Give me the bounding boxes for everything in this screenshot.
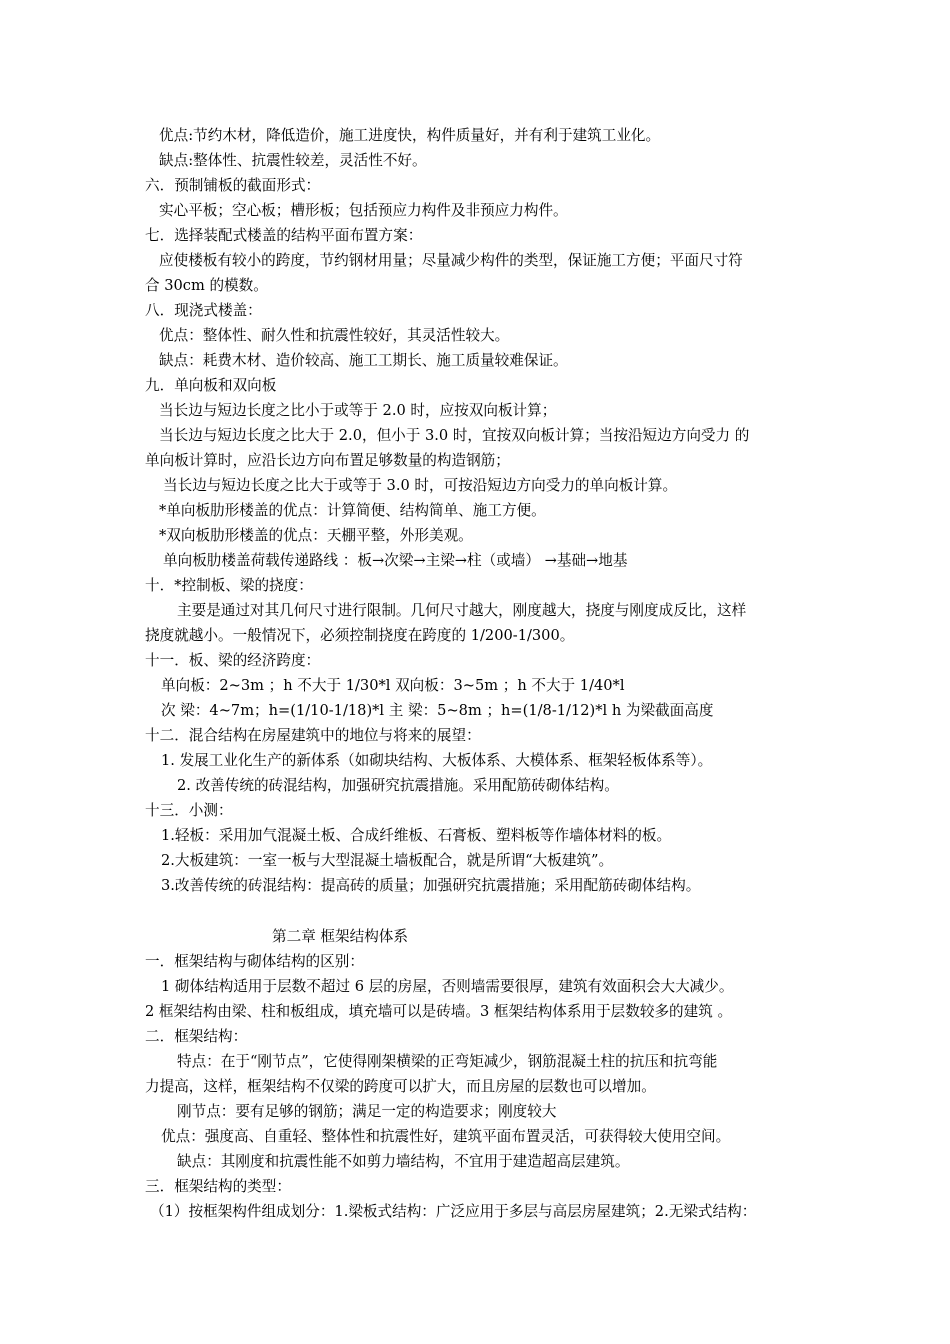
text-line: 合 30cm 的模数。: [145, 277, 268, 294]
text-line: 刚节点：要有足够的钢筋；满足一定的构造要求；刚度较大: [177, 1103, 557, 1120]
text-line: *单向板肋形楼盖的优点：计算简便、结构简单、施工方便。: [159, 502, 546, 519]
text-line: 当长边与短边长度之比小于或等于 2.0 时，应按双向板计算；: [159, 402, 557, 419]
chapter-title: 第二章 框架结构体系: [272, 928, 408, 945]
text-line: 缺点:整体性、抗震性较差，灵活性不好。: [159, 152, 427, 169]
section-heading: 十．*控制板、梁的挠度：: [145, 577, 313, 594]
text-line: 缺点：其刚度和抗震性能不如剪力墙结构，不宜用于建造超高层建筑。: [177, 1153, 630, 1170]
text-line: 当长边与短边长度之比大于 2.0，但小于 3.0 时，宜按双向板计算；当按沿短边方向受力 的: [159, 427, 750, 444]
text-line: 优点:节约木材，降低造价，施工进度快，构件质量好，并有利于建筑工业化。: [159, 127, 661, 144]
section-heading: 三．框架结构的类型：: [145, 1178, 291, 1195]
section-heading: 九．单向板和双向板: [145, 377, 277, 394]
text-line: 主要是通过对其几何尺寸进行限制。几何尺寸越大，刚度越大，挠度与刚度成反比，这样: [177, 602, 747, 619]
text-line: 1 砌体结构适用于层数不超过 6 层的房屋，否则墙需要很厚，建筑有效面积会大大减少。: [161, 978, 734, 995]
section-heading: 二．框架结构：: [145, 1028, 248, 1045]
text-line: 优点：整体性、耐久性和抗震性较好，其灵活性较大。: [159, 327, 510, 344]
text-line: 2 框架结构由梁、柱和板组成，填充墙可以是砖墙。3 框架结构体系用于层数较多的建筑 。: [145, 1003, 733, 1020]
text-line: 1. 发展工业化生产的新体系（如砌块结构、大板体系、大模体系、框架轻板体系等）。: [161, 752, 713, 769]
text-line: 3.改善传统的砖混结构：提高砖的质量；加强研究抗震措施；采用配筋砖砌体结构。: [161, 877, 701, 894]
text-line: 次 梁：4~7m；h=(1/10-1/18)*l 主 梁：5~8m ；h=(1/8-1/12)*l h 为梁截面高度: [161, 702, 714, 719]
section-heading: 六．预制铺板的截面形式：: [145, 177, 321, 194]
text-line: 1.轻板：采用加气混凝土板、合成纤维板、石膏板、塑料板等作墙体材料的板。: [161, 827, 672, 844]
text-line: *双向板肋形楼盖的优点：天棚平整，外形美观。: [159, 527, 473, 544]
text-line: 实心平板；空心板；槽形板；包括预应力构件及非预应力构件。: [159, 202, 568, 219]
section-heading: 一．框架结构与砌体结构的区别：: [145, 953, 364, 970]
text-line: 当长边与短边长度之比大于或等于 3.0 时，可按沿短边方向受力的单向板计算。: [163, 477, 678, 494]
text-line: 应使楼板有较小的跨度，节约钢材用量；尽量减少构件的类型，保证施工方便；平面尺寸符: [159, 252, 743, 269]
section-heading: 八．现浇式楼盖：: [145, 302, 262, 319]
text-line: 2. 改善传统的砖混结构，加强研究抗震措施。采用配筋砖砌体结构。: [177, 777, 619, 794]
section-heading: 十一．板、梁的经济跨度：: [145, 652, 321, 669]
text-line: 特点：在于“刚节点”，它使得刚架横梁的正弯矩减少，钢筋混凝土柱的抗压和抗弯能: [177, 1053, 718, 1070]
text-line: 缺点：耗费木材、造价较高、施工工期长、施工质量较难保证。: [159, 352, 568, 369]
text-line: （1）按框架构件组成划分：1.梁板式结构：广泛应用于多层与高层房屋建筑；2.无梁式结构：: [150, 1203, 757, 1220]
section-heading: 七．选择装配式楼盖的结构平面布置方案：: [145, 227, 423, 244]
text-line: 2.大板建筑：一室一板与大型混凝土墙板配合，就是所谓“大板建筑”。: [161, 852, 614, 869]
text-line: 优点：强度高、自重轻、整体性和抗震性好，建筑平面布置灵活，可获得较大使用空间。: [161, 1128, 731, 1145]
text-line: 单向板：2~3m ；h 不大于 1/30*l 双向板：3~5m ；h 不大于 1/40*l: [161, 677, 625, 694]
text-line: 单向板计算时，应沿长边方向布置足够数量的构造钢筋；: [145, 452, 510, 469]
text-line: 力提高，这样，框架结构不仅梁的跨度可以扩大，而且房屋的层数也可以增加。: [145, 1078, 656, 1095]
section-heading: 十二．混合结构在房屋建筑中的地位与将来的展望：: [145, 727, 481, 744]
text-line: 挠度就越小。一般情况下，必须控制挠度在跨度的 1/200-1/300。: [145, 627, 575, 644]
section-heading: 十三．小测：: [145, 802, 233, 819]
text-line: 单向板肋楼盖荷载传递路线 ：板→次梁→主梁→柱（或墙） →基础→地基: [163, 552, 628, 569]
